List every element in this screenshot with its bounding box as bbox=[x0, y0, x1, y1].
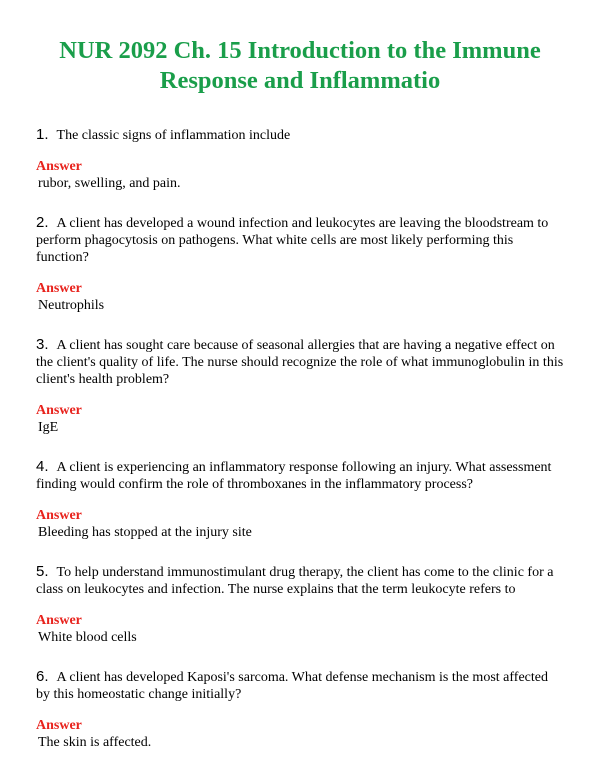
qa-item-2 bbox=[36, 214, 564, 314]
question-5 bbox=[36, 563, 564, 598]
answer-label: Answer bbox=[36, 508, 82, 523]
question-number: 2. bbox=[36, 214, 49, 231]
question-6 bbox=[36, 668, 564, 703]
answer-text: The skin is affected. bbox=[38, 735, 152, 750]
question-number: 1. bbox=[36, 126, 49, 143]
qa-item-3 bbox=[36, 336, 564, 436]
answer-text: IgE bbox=[38, 420, 59, 435]
question-2 bbox=[36, 214, 564, 266]
question-3 bbox=[36, 336, 564, 388]
question-text: A client has sought care because of seasonal allergies that are having a negative effect on the client's quality of life. The nurse should recognize the role of what immunoglobulin in this client's health problem? bbox=[36, 338, 564, 387]
answer-text: Neutrophils bbox=[38, 298, 105, 313]
page-title: NUR 2092 Ch. 15 Introduction to the Immune Response and Inflammatio bbox=[59, 37, 541, 94]
question-number: 4. bbox=[36, 458, 49, 475]
answer-label: Answer bbox=[36, 718, 82, 733]
question-text: A client has developed a wound infection and leukocytes are leaving the bloodstream to perform phagocytosis on pathogens. What white cells are most likely performing this function? bbox=[36, 216, 549, 265]
answer-label: Answer bbox=[36, 281, 82, 296]
answer-text: White blood cells bbox=[38, 630, 137, 645]
qa-item-6 bbox=[36, 668, 564, 751]
question-4 bbox=[36, 458, 564, 493]
question-text: To help understand immunostimulant drug therapy, the client has come to the clinic for a class on leukocytes and infection. The nurse explains that the term leukocyte refers to bbox=[36, 565, 554, 597]
answer-text: rubor, swelling, and pain. bbox=[38, 176, 181, 191]
question-number: 5. bbox=[36, 563, 49, 580]
question-text: A client has developed Kaposi's sarcoma. What defense mechanism is the most affected by this homeostatic change initially? bbox=[36, 670, 548, 702]
answer-label: Answer bbox=[36, 613, 82, 628]
question-number: 6. bbox=[36, 668, 49, 685]
question-text: The classic signs of inflammation include bbox=[56, 128, 291, 143]
qa-item-5 bbox=[36, 563, 564, 646]
answer-label: Answer bbox=[36, 159, 82, 174]
qa-item-1 bbox=[36, 126, 564, 192]
answer-text: Bleeding has stopped at the injury site bbox=[38, 525, 252, 540]
qa-item-4 bbox=[36, 458, 564, 541]
question-text: A client is experiencing an inflammatory response following an injury. What assessment finding would confirm the role of thromboxanes in the inflammatory process? bbox=[36, 460, 552, 492]
question-number: 3. bbox=[36, 336, 49, 353]
question-1 bbox=[36, 126, 564, 144]
answer-label: Answer bbox=[36, 403, 82, 418]
